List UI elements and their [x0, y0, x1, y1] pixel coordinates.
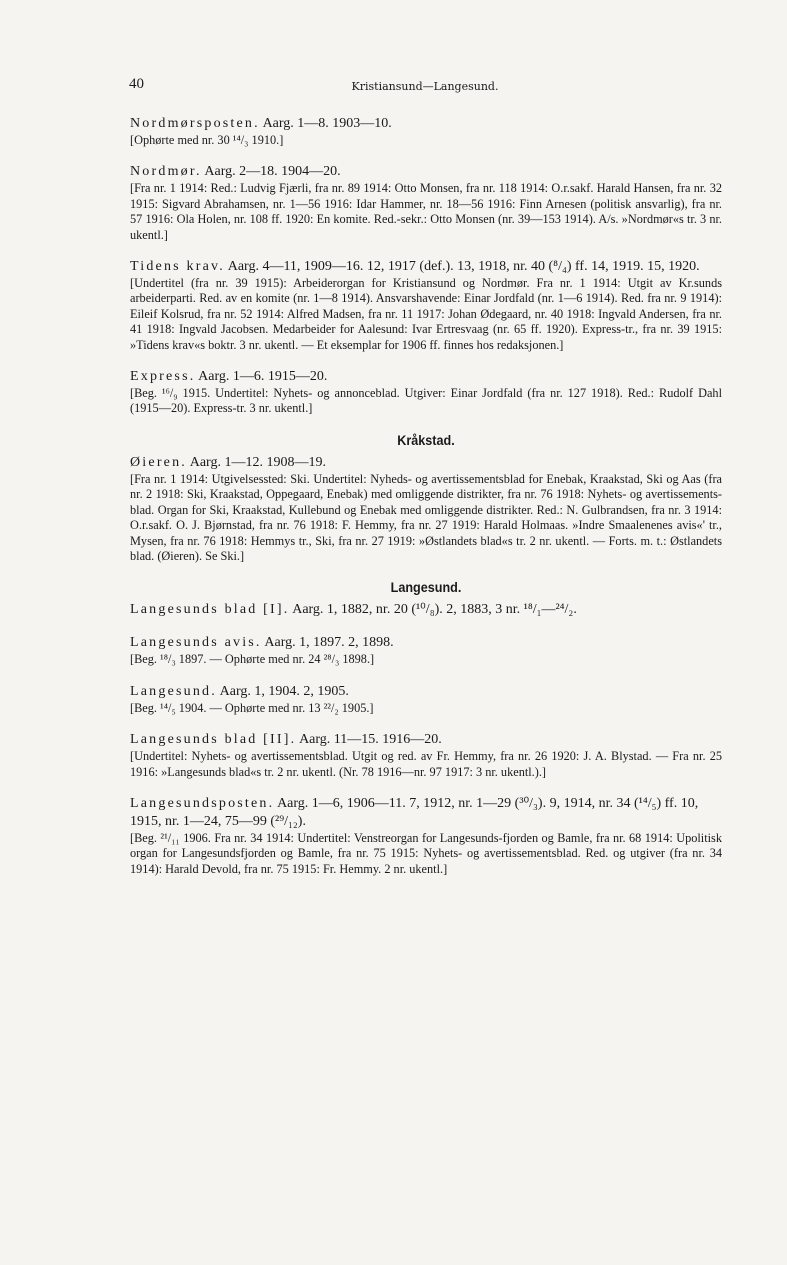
entry-title: Øieren. — [130, 454, 187, 470]
entry-details: Aarg. 1, 1897. 2, 1898. — [264, 635, 394, 651]
entry-details: Aarg. 1—6, 1906—11. 7, 1912, nr. 1—29 (³⁰/₃). 9, 1914, nr. 34 (¹⁴/₅) ff. 10, 1915, nr. 1—24, 75—99 (²⁹/₁₂). — [130, 795, 699, 829]
entry-details: Aarg. 4—11, 1909—16. 12, 1917 (def.). 13, 1918, nr. 40 (⁸/₄) ff. 14, 1919. 15, 1920. — [227, 259, 700, 275]
entry-details: Aarg. 2—18. 1904—20. — [204, 164, 341, 180]
entry-title: Langesund. — [130, 683, 217, 699]
entry-title: Express. — [130, 369, 196, 385]
entry-body: [Fra nr. 1 1914: Utgivelsessted: Ski. Undertitel: Nyheds- og avertissementsblad for Enebak, Kraakstad, Ski og Aas (fra nr. 2 1918: Ski, Kraakstad, Oppegaard, Enebak) med omliggende distrikter, fra nr. 76 1918: Nyhets- og avertissements-blad. Organ for Ski, Kraakstad, Kullebund og Enebak med omliggende distrikter. Red.: N. Gulbrandsen, fra nr. 3 1914: O.r.sakf. O. J. Bjørnstad, fra nr. 76 1918: F. Hemmy, fra nr. 27 1919: Harald Holmaas. »Indre Smaalenenes avis«' tr., Mysen, fra nr. 76 1918: Hemmys tr., Ski, fra nr. 27 1919: »Østlandets blad«s tr. 2 nr. ukentl. — Forts. m. t.: Østlandets blad. (Øieren). Se Ski.] — [130, 471, 722, 563]
entry-title: Langesunds avis. — [130, 635, 262, 651]
entry-langesunds-blad-1 — [130, 601, 722, 619]
page-content — [130, 115, 722, 892]
entry-langesund — [130, 683, 722, 716]
entry-details: Aarg. 11—15. 1916—20. — [299, 732, 442, 748]
page-number: 40 — [129, 76, 144, 92]
entry-title: Langesundsposten. — [130, 795, 275, 811]
entry-title: Langesunds blad [I]. — [130, 602, 290, 618]
entry-langesunds-blad-2 — [130, 731, 722, 780]
entry-details: Aarg. 1, 1882, nr. 20 (¹⁰/₈). 2, 1883, 3 nr. ¹⁸/₁—²⁴/₂. — [292, 602, 577, 618]
entry-nordmorsposten — [130, 115, 722, 148]
entry-express — [130, 368, 722, 417]
entry-body: [Fra nr. 1 1914: Red.: Ludvig Fjærli, fra nr. 89 1914: Otto Monsen, fra nr. 118 1914: O.r.sakf. Harald Hansen, fra nr. 32 1915: Sigvard Abrahamsen, nr. 1—56 1916: Idar Hammer, nr. 18—56 1916: Finn Arnesen (politisk ansvarlig), fra nr. 57 1916: Ola Holen, nr. 108 ff. 1920: En komite. Red.-sekr.: Otto Monsen (nr. 39—153 1914). A/s. »Nordmør«s tr. 3 nr. ukentl.] — [130, 181, 722, 242]
entry-title: Tidens krav. — [130, 259, 225, 275]
section-heading-langesund: Langesund. — [390, 579, 462, 596]
entry-title: Langesunds blad [II]. — [130, 732, 297, 748]
entry-body: [Undertitel (fra nr. 39 1915): Arbeiderorgan for Kristiansund og Nordmør. Fra nr. 1 1914: Utgit av Kr.sunds arbeiderparti. Red. av en komite (nr. 1—8 1914). Ansvarshavende: Einar Jordfald (nr. 1—6 1914). Red. fra nr. 9 1914): Eileif Kolsrud, fra nr. 52 1914: Alfred Madsen, fra nr. 11 1917: Johan Ødegaard, nr. 40 1918: Ingvald Andersen, fra nr. 41 1918: Ingvald Jacobsen. Medarbeider for Aalesund: Ivar Ertresvaag (nr. 65 ff. 1920). Express-tr., fra nr. 39 1915: »Tidens krav«s boktr. 3 nr. ukentl. — Et eksemplar for 1906 ff. finnes hos redaksjonen.] — [130, 276, 722, 352]
entry-body: [Beg. ¹⁴/₅ 1904. — Ophørte med nr. 13 ²²/₂ 1905.] — [130, 700, 374, 715]
entry-tidens-krav — [130, 258, 722, 353]
entry-body: [Beg. ¹⁸/₃ 1897. — Ophørte med nr. 24 ²⁸/₃ 1898.] — [130, 652, 375, 667]
entry-details: Aarg. 1—6. 1915—20. — [198, 369, 328, 385]
section-heading-kraakstad: Kråkstad. — [397, 431, 455, 448]
entry-title: Nordmørsposten. — [130, 116, 260, 131]
entry-details: Aarg. 1—8. 1903—10. — [262, 116, 392, 131]
entry-details: Aarg. 1—12. 1908—19. — [189, 454, 326, 470]
entry-langesundsposten — [130, 795, 722, 877]
entry-oieren — [130, 454, 722, 564]
entry-body: [Ophørte med nr. 30 ¹⁴/₃ 1910.] — [130, 133, 284, 147]
entry-body: [Undertitel: Nyhets- og avertissementsblad. Utgit og red. av Fr. Hemmy, fra nr. 26 1920: J. A. Blystad. — Fra nr. 25 1916: »Langesunds blad«s tr. 2 nr. ukentl. (Nr. 78 1916—nr. 97 1917: 3 nr. ukentl.).] — [130, 749, 722, 779]
entry-body: [Beg. ¹⁶/₉ 1915. Undertitel: Nyhets- og annonceblad. Utgiver: Einar Jordfald (fra nr. 127 1918). Red.: Rudolf Dahl (1915—20). Express-tr. 3 nr. ukentl.] — [130, 386, 722, 416]
entry-langesunds-avis — [130, 634, 722, 667]
entry-nordmor — [130, 163, 722, 243]
entry-body: [Beg. ²¹/₁₁ 1906. Fra nr. 34 1914: Undertitel: Venstreorgan for Langesunds-fjorden og Bamle, fra nr. 68 1914: Upolitisk organ for Langesundsfjorden og Bamle, fra nr. 75 1915: Nyhets- og avertissementsblad. Red. og utgiver (fra nr. 34 1914): Harald Devold, fra nr. 75 1915: Fr. Hemmy. 2 nr. ukentl.] — [130, 830, 722, 876]
entry-details: Aarg. 1, 1904. 2, 1905. — [219, 683, 349, 699]
running-head: Kristiansund—Langesund. — [351, 80, 499, 93]
entry-title: Nordmør. — [130, 164, 202, 180]
